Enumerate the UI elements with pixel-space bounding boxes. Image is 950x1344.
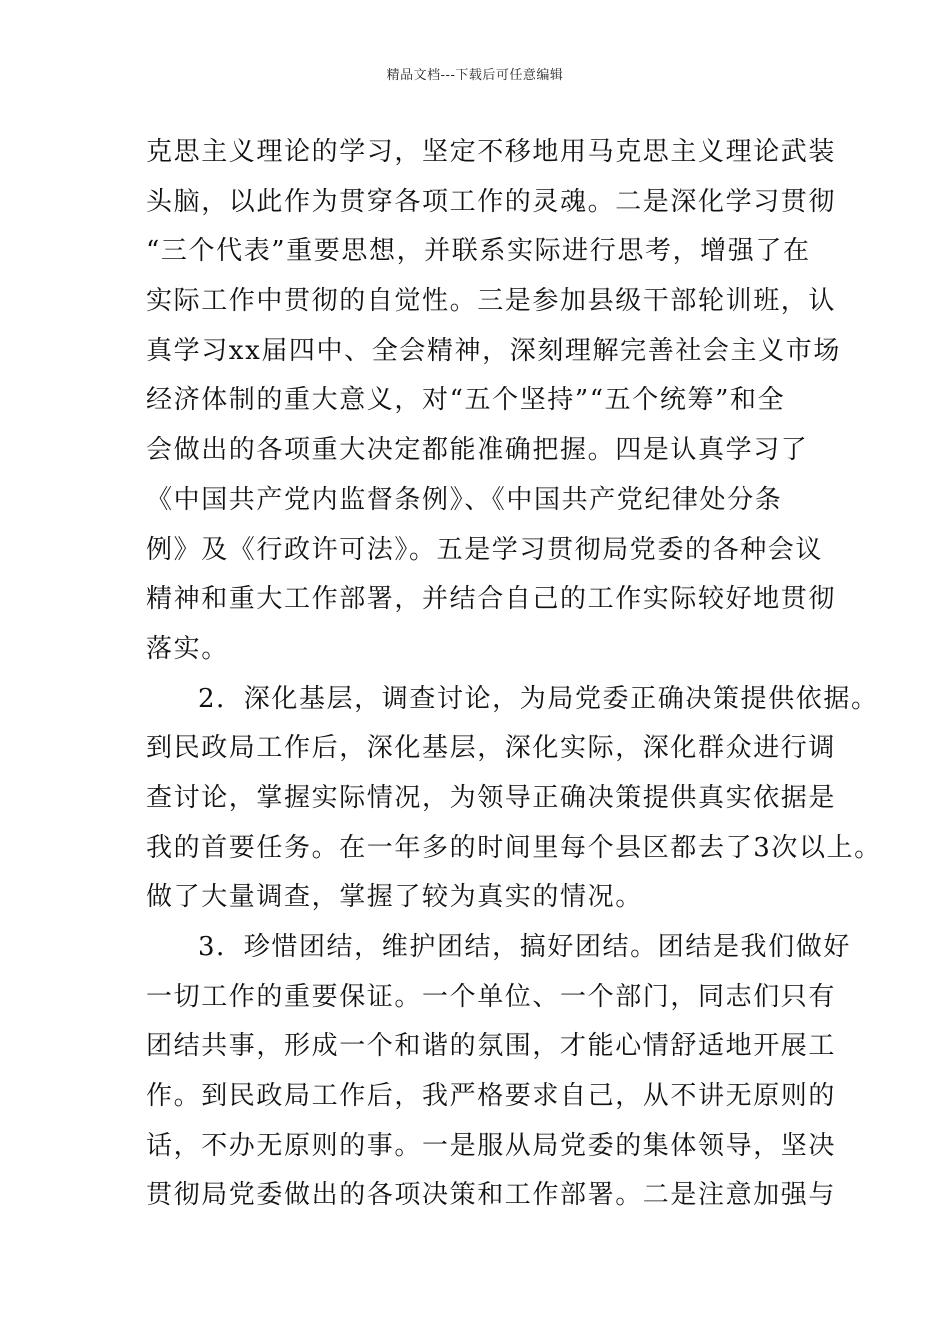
text-line: “三个代表”重要思想，并联系实际进行思考，增强了在: [146, 236, 811, 267]
text-line: 例》及《行政许可法》。五是学习贯彻局党委的各种会议: [146, 534, 824, 565]
text-line: 经济体制的重大意义，对“五个坚持”“五个统筹”和全: [146, 385, 786, 416]
text-line: 贯彻局党委做出的各项决策和工作部署。二是注意加强与: [146, 1180, 837, 1211]
text-line: 查讨论，掌握实际情况，为领导正确决策提供真实依据是: [146, 782, 837, 813]
text-line: 一切工作的重要保证。一个单位、一个部门，同志们只有: [146, 981, 837, 1012]
page-header: 精品文档---下载后可任意编辑: [386, 68, 564, 83]
text-line: 团结共事，形成一个和谐的氛围，才能心情舒适地开展工: [146, 1031, 837, 1062]
text-line: 到民政局工作后，深化基层，深化实际，深化群众进行调: [146, 733, 837, 764]
text-line: 《中国共产党内监督条例》、《中国共产党纪律处分条: [146, 484, 783, 515]
text-line: 精神和重大工作部署，并结合自己的工作实际较好地贯彻: [146, 584, 837, 615]
text-line: 会做出的各项重大决定都能准确把握。四是认真学习了: [146, 435, 809, 466]
text-line: 话，不办无原则的事。一是服从局党委的集体领导，坚决: [146, 1130, 837, 1161]
text-line: 头脑，以此作为贯穿各项工作的灵魂。二是深化学习贯彻: [146, 186, 837, 217]
text-line: 克思主义理论的学习，坚定不移地用马克思主义理论武装: [146, 137, 837, 167]
document-body: [146, 128, 882, 1221]
text-line: 落实。: [146, 633, 229, 664]
text-line: 实际工作中贯彻的自觉性。三是参加县级干部轮训班，认: [146, 286, 837, 317]
text-line: 作。到民政局工作后，我严格要求自己，从不讲无原则的: [146, 1081, 837, 1112]
text-line: 做了大量调查，掌握了较为真实的情况。: [146, 882, 643, 913]
text-line: 3．珍惜团结，维护团结，搞好团结。团结是我们做好: [198, 932, 851, 962]
text-line: 我的首要任务。在一年多的时间里每个县区都去了3次以上。: [146, 832, 882, 863]
text-line: 真学习xx届四中、全会精神，深刻理解完善社会主义市场: [146, 335, 841, 366]
text-line: 2．深化基层，调查讨论，为局党委正确决策提供依据。: [198, 683, 879, 714]
